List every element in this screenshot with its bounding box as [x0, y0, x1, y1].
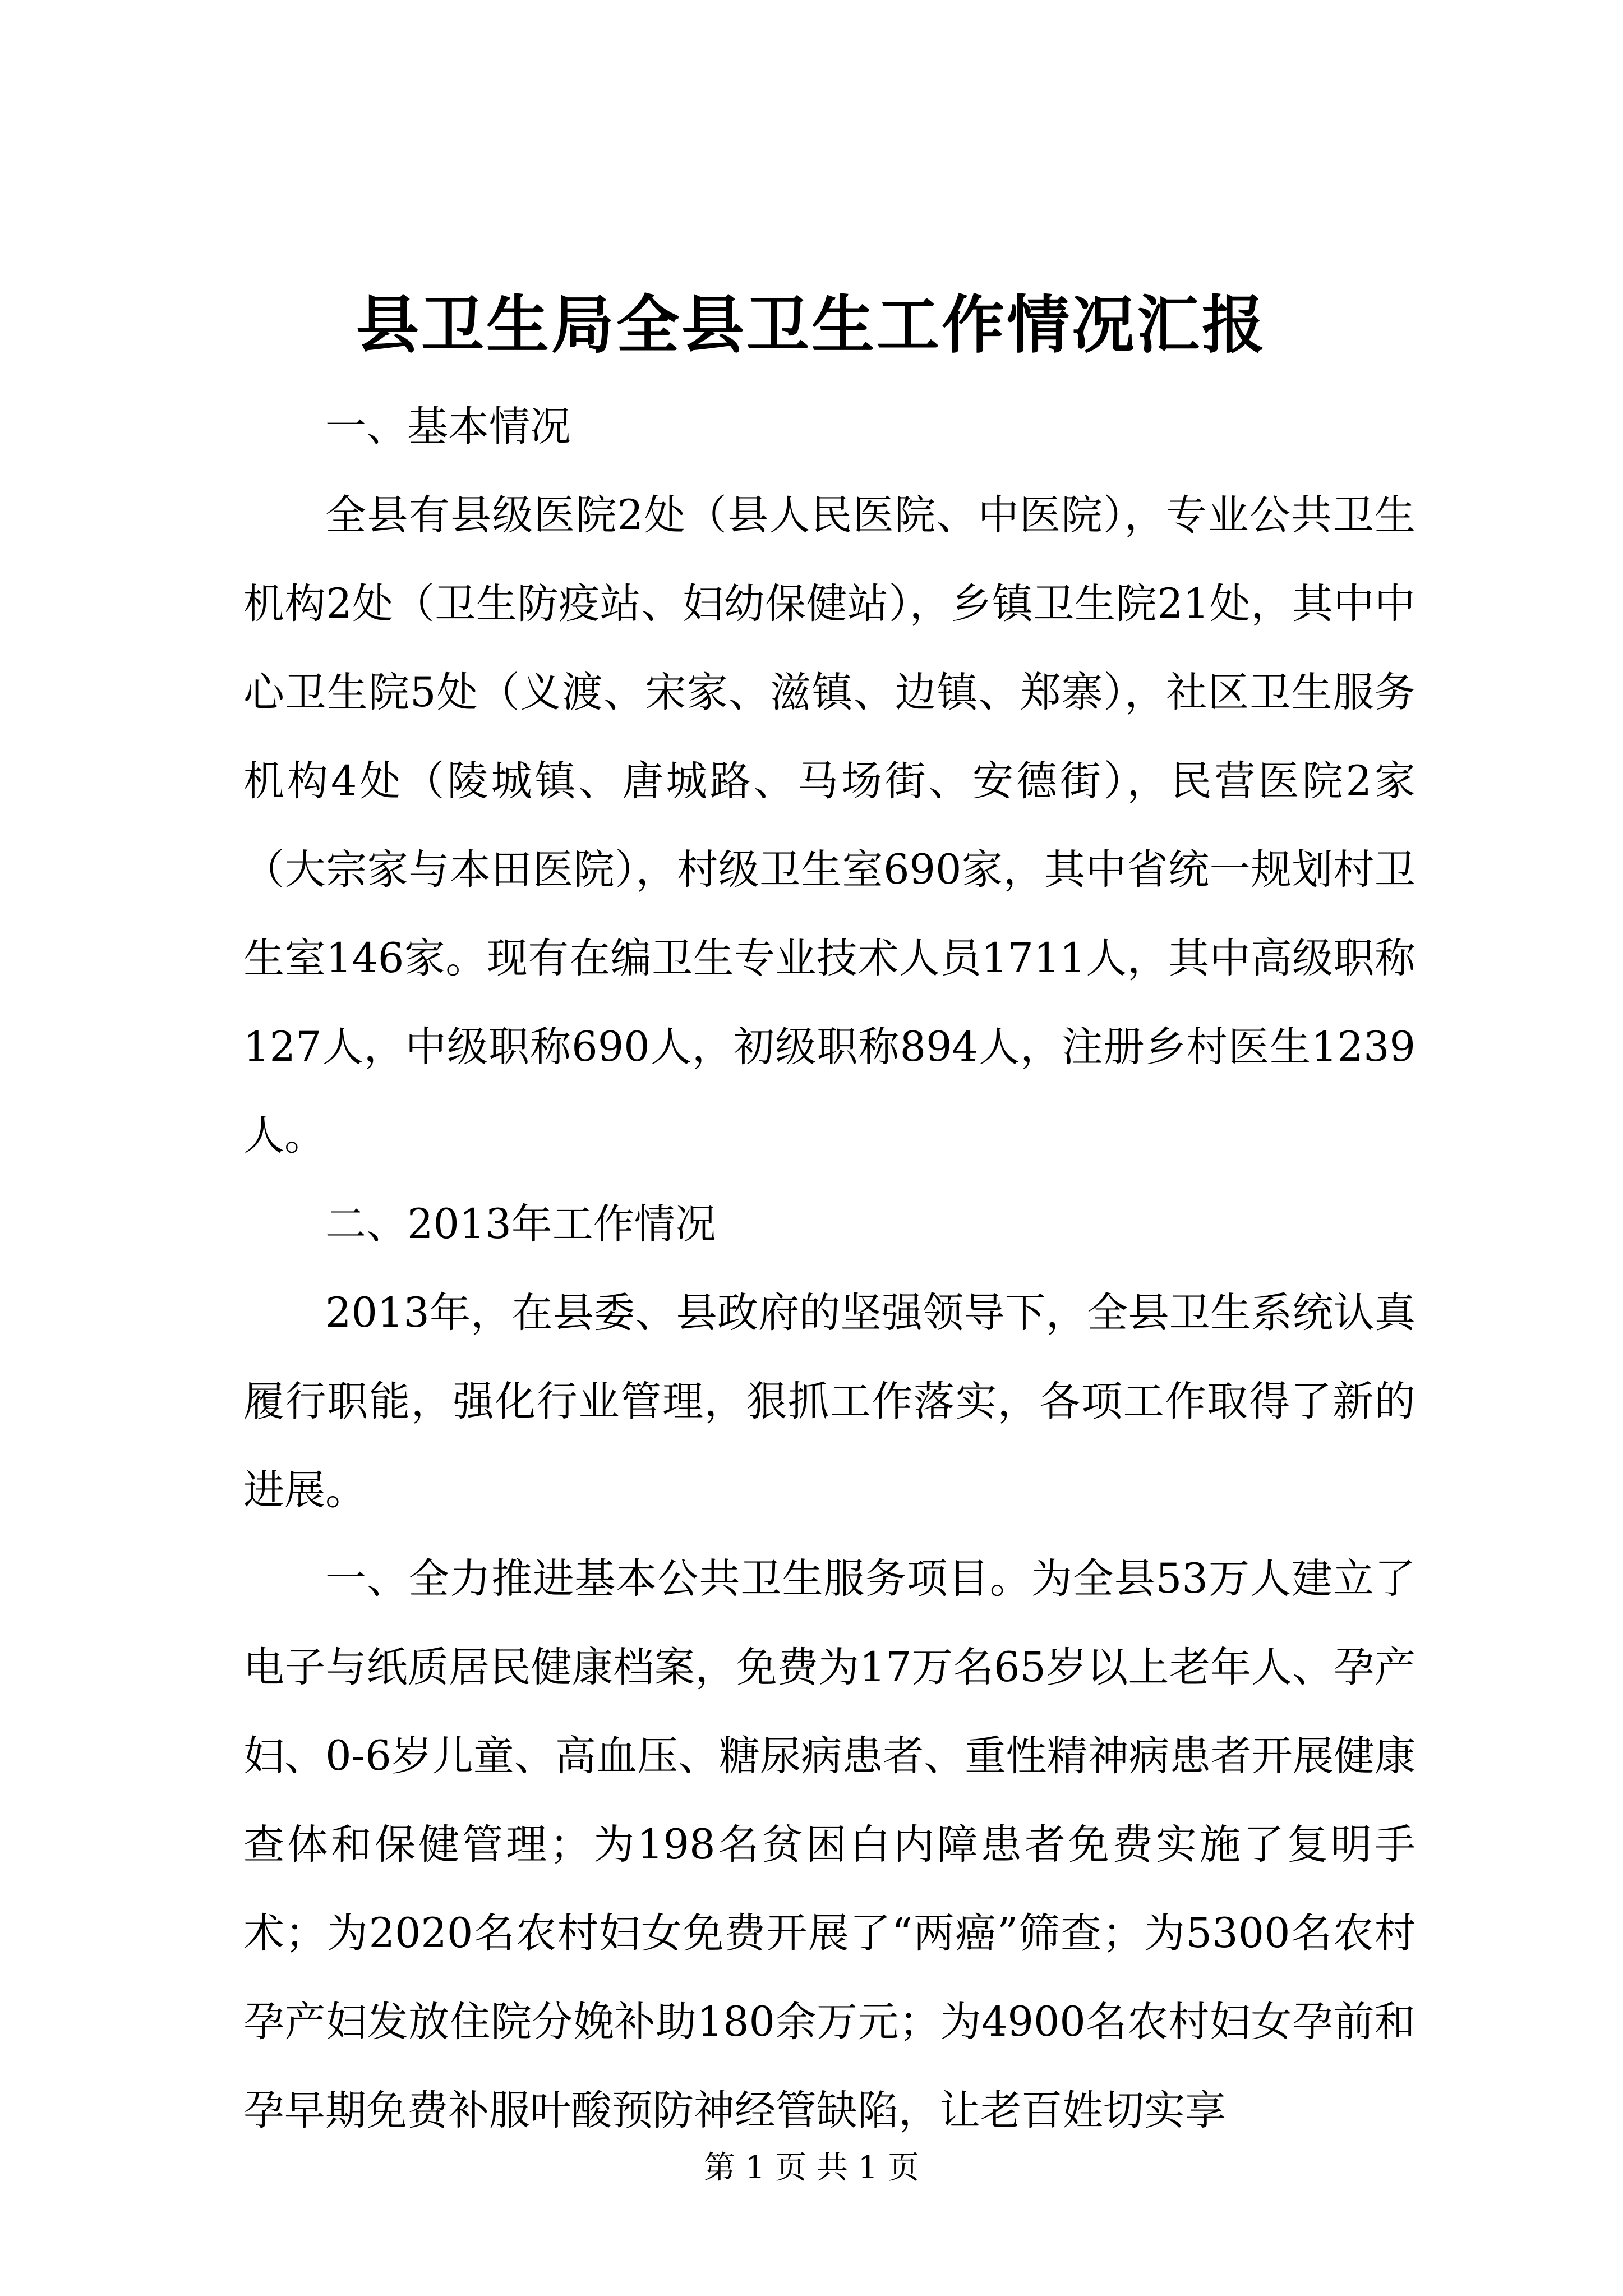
paragraph-basic-situation: 全县有县级医院2处（县人民医院、中医院），专业公共卫生机构2处（卫生防疫站、妇幼保健站），乡镇卫生院21处，其中中心卫生院5处（义渡、宋家、滋镇、边镇、郑寨），社区卫生服务机构4处（陵城镇、唐城路、马场街、安德街），民营医院2家（大宗家与本田医院），村级卫生室690家，其中省统一规划村卫生室146家。现有在编卫生专业技术人员1711人，其中高级职称127人，中级职称690人，初级职称894人，注册乡村医生1239人。	[243, 491, 1415, 1159]
section-heading-basic-situation: 一、基本情况	[325, 403, 571, 450]
paragraph-2013-summary: 2013年，在县委、县政府的坚强领导下，全县卫生系统认真履行职能，强化行业管理，狠抓工作落实，各项工作取得了新的进展。	[243, 1289, 1415, 1514]
paragraph-public-health-services: 一、全力推进基本公共卫生服务项目。为全县53万人建立了电子与纸质居民健康档案，免费为17万名65岁以上老年人、孕产妇、0-6岁儿童、高血压、糖尿病患者、重性精神病患者开展健康查体和保健管理；为198名贫困白内障患者免费实施了复明手术；为2020名农村妇女免费开展了“两癌”筛查；为5300名农村孕产妇发放住院分娩补助180余万元；为4900名农村妇女孕前和孕早期免费补服叶酸预防神经管缺陷，让老百姓切实享	[243, 1555, 1415, 2134]
page-number-footer: 第 1 页 共 1 页	[703, 2150, 920, 2186]
document-body	[243, 383, 1415, 2155]
section-heading-2013-work: 二、2013年工作情况	[325, 1200, 716, 1248]
document-title: 县卫生局全县卫生工作情况汇报	[356, 288, 1267, 362]
